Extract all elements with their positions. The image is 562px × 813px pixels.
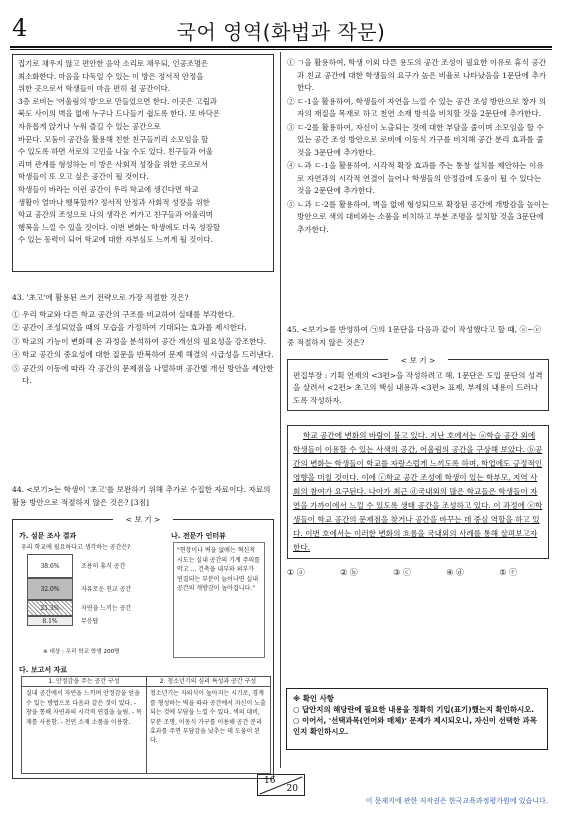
survey-title: 가. 설문 조사 결과 — [19, 532, 77, 540]
passage-line: 북도 사이의 벽을 없애 누구나 드나들기 쉽도록 한다. 또 바닥은 — [18, 109, 220, 119]
passage-line: 3층 로비는 '어울림의 방'으로 만들었으면 한다. 이곳은 고립과 — [18, 96, 217, 106]
survey-bar: 32.0% — [27, 578, 73, 600]
right-column — [287, 56, 549, 577]
report-col-2-title: 2. 청소년기의 심리 특성과 공간 구성 — [146, 677, 270, 687]
passage-line: 리며 관계를 형성하는 이 방은 사회적 성장을 위한 곳으로서 — [18, 159, 209, 169]
q45-passage — [287, 425, 549, 559]
boki-label: < 보 기 > — [113, 514, 173, 527]
interview-text: "현장이나 벽을 없애는 혁신적 시도는 실내 공간의 기계 주의를 막고 ... 건축을 내부와 외부가 연결되는 부분이 늘어나면 실내 공간의 개방감이 높아집니다." — [173, 542, 265, 658]
passage-line: 바꾼다. 모둠이 공간을 활용해 친한 친구들끼리 소모임을 할 — [18, 134, 209, 144]
report-table — [21, 676, 271, 774]
q44-option-2[interactable]: ② ㄷ-1을 활용하여, 학생들이 자연을 느낄 수 있는 공간 조성 방안으로 창가 의자의 재질을 목재로 하고 천연 소재 방석을 비치할 것을 2문단에 추가한다. — [287, 96, 547, 118]
boki-label: < 보 기 > — [388, 355, 448, 368]
left-column — [12, 54, 274, 745]
question-45-stem: 45. <보기>를 반영하여 ㉠의 1문단을 다음과 같이 작성했다고 할 때, ⓐ~ⓔ 중 적절하지 않은 것은? — [287, 325, 542, 347]
q44-boki-box — [12, 515, 274, 779]
header-rule-thin — [10, 49, 552, 50]
survey-label: 자유로운 친교 공간 — [81, 586, 132, 593]
passage-line: 학교 공간의 조성으로 나의 생각은 커가고 친구들과 어울리며 — [18, 210, 213, 220]
q45-choice-4[interactable]: ④ ⓓ — [446, 568, 464, 577]
survey-bar: 21.3% — [27, 600, 73, 616]
q43-option-5[interactable]: ⑤ 공간의 이동에 따라 각 공간의 문제점을 나열하며 공간별 개선 방안을 제안한다. — [12, 363, 274, 385]
notice-title: ※ 확인 사항 — [293, 694, 334, 703]
survey-chart — [27, 554, 157, 644]
q45-choices — [287, 567, 517, 580]
passage-line: 위한 곳으로서 학생들이 마음 편히 쉴 공간이다. — [18, 84, 171, 94]
survey-label: 무응답 — [81, 618, 99, 625]
report-col-1-text: 실내 공간에서 자연을 느끼며 안정감을 얻을 수 있는 방법으로 다음과 같은 것이 있다. - 창을 통해 자연과의 시각적 연결을 늘림. - 목재를 사용함. - 천연 소재 소품을 이용함. — [26, 690, 142, 726]
report-col-2-text: 청소년기는 자의식이 높아지는 시기로, 경계를 형성하는 벽을 따라 공간에서 자신이 노출되는 것에 부담을 느낄 수 있다. 색의 대비, 부분 조명, 이동식 가구를 이용해 공간 분리 효과를 주면 부담감을 낮추는 데 도움이 된다. — [150, 690, 266, 745]
page-number: 4 — [12, 14, 28, 42]
survey-label: 자연을 느끼는 공간 — [81, 605, 132, 612]
passage-line: 학생들이 또 오고 싶은 공간이 될 것이다. — [18, 172, 149, 182]
question-44-stem: 44. <보기>는 학생이 '초고'를 보완하기 위해 추가로 수집한 자료이다. 자료의 활용 방안으로 적절하지 않은 것은? [3점] — [12, 485, 271, 507]
report-col-2 — [146, 677, 270, 773]
q43-option-3[interactable]: ③ 학교의 기능이 변화해 온 과정을 분석하여 공간 개선의 필요성을 강조한다. — [12, 336, 267, 346]
q45-choice-3[interactable]: ③ ⓒ — [393, 568, 411, 577]
survey-note: ※ 대상 : 우리 학교 학생 200명 — [43, 649, 120, 655]
survey-bar: 8.1% — [27, 616, 73, 626]
column-divider — [280, 52, 281, 768]
passage-line: 행복을 느낄 수 있을 것이다. 이번 변화는 학생에도 더욱 성장할 — [18, 222, 220, 232]
passage-line: 수 있도록 하면 서로의 고민을 나눌 수도 있다. 친구들과 어울 — [18, 147, 213, 157]
report-title: 다. 보고서 자료 — [19, 666, 68, 674]
q44-options — [287, 57, 549, 236]
question-43 — [12, 292, 274, 388]
page-total: 20 — [286, 784, 298, 794]
q44-option-3[interactable]: ③ ㄷ-2를 활용하여, 자신이 노출되는 것에 대한 부담을 줄이며 소모임을 할 수 있는 공간 조성 방안으로 로비에 이동식 가구를 비치해 공간 분리 효과를 줄 것을 3문단에 추가한다. — [287, 122, 544, 157]
q43-option-1[interactable]: ① 우리 학교와 다른 학교 공간의 구조를 비교하여 실태를 부각한다. — [12, 309, 235, 319]
passage-line: 학생들이 바라는 이런 공간이 우리 학교에 생긴다면 학교 — [18, 184, 199, 194]
passage-box — [12, 54, 274, 272]
q44-option-1[interactable]: ① ㄱ을 활용하여, 학생 이외 다른 용도의 공간 조성이 필요한 이유로 휴식 공간과 친교 공간에 대한 학생들의 요구가 높은 비율로 나타났음을 1문단에 추가한다. — [287, 58, 547, 92]
q44-option-4[interactable]: ④ ㄴ과 ㄷ-1을 활용하여, 시각적 확장 효과를 주는 통창 설치를 제안하는 이유로 자연과의 시각적 연결이 늘어나 학생들의 안정감에 도움이 될 수 있다는 것을 2문단에 추가한다. — [287, 161, 544, 195]
notice-box — [286, 688, 548, 750]
passage-line: 자유롭게 앉거나 누워 즐길 수 있는 공간으로 — [18, 121, 161, 131]
survey-label: 조용히 휴식 공간 — [81, 563, 126, 570]
report-col-1-title: 1. 안정감을 주는 공간 구성 — [22, 677, 146, 687]
q45-choice-1[interactable]: ① ⓐ — [287, 568, 305, 577]
page-header — [0, 0, 562, 48]
q45-boki-text: 편집부장 : 기획 연재의 <3편>을 작성하려고 해. 1문단은 도입 문단의 성격을 살려서 <2편> 초고의 핵심 내용과 <3편> 표제, 부제의 내용이 드러나도록 작성하자. — [293, 370, 543, 405]
passage-line: 생활이 얼마나 행복할까? 정서적 안정과 사회적 성장을 위한 — [18, 197, 210, 207]
notice-line-2: ○ 이어서, '선택과목(언어와 매체)' 문제가 제시되오니, 자신이 선택한 과목인지 확인하시오. — [293, 716, 537, 736]
q45-choice-2[interactable]: ② ⓑ — [340, 568, 358, 577]
q44-option-5[interactable]: ⑤ ㄴ과 ㄷ-2를 활용하여, 벽을 없애 형성되므로 확장된 공간에 개방감을 높이는 방안으로 색의 대비와는 소품을 비치하고 부분 조명을 설치할 것을 3문단에 추가한다. — [287, 199, 549, 234]
question-44 — [12, 484, 274, 779]
report-col-1 — [22, 677, 147, 773]
q43-option-2[interactable]: ② 공간이 조성되었을 때의 모습을 가정하여 기대되는 효과를 제시한다. — [12, 323, 247, 332]
survey-question: 우리 학교에 필요하다고 생각하는 공간은? — [21, 544, 131, 551]
q43-option-4[interactable]: ④ 학교 공간의 중요성에 대한 질문을 반복하여 문제 해결의 시급성을 드러낸다. — [12, 350, 274, 359]
passage-line: 집기로 채우지 않고 편안한 음악 소리로 채우되, 인공조명은 — [18, 59, 209, 68]
notice-line-1: ○ 답안지의 해당란에 필요한 내용을 정확히 기입(표기)했는지 확인하시오. — [293, 705, 535, 714]
page-title: 국어 영역(화법과 작문) — [176, 20, 386, 44]
survey-bar: 38.6% — [27, 554, 73, 578]
q45-choice-5[interactable]: ⑤ ⓔ — [499, 568, 517, 577]
q45-boki-box — [287, 356, 549, 411]
page-counter — [257, 774, 305, 796]
q45-passage-text: 학교 공간에 변화의 바람이 불고 있다. 지난 호에서는 ⓐ학습 공간 외에 학생들이 이용할 수 있는 사색의 공간, 어울림의 공간을 구상해 보았다. ⓑ공간의 변화는 학생들이 학교를 자랑스럽게 느끼도록 하며, 학업에도 긍정적인 영향을 미칠 것이다. 이에 ⓒ학교 공간 조성에 학생이 있는 학부모, 지역 사회의 참여가 요구된다. 나아가 최근 ⓓ국내외의 많은 학교들은 학생들이 자연을 가까이에서 느낄 수 있도록 생태 공간을 조성하고 있다. 이 과정에 ⓔ학생들이 학교 공간의 문제점을 찾거나 공간을 바꾸는 데 중심 역할을 하고 있다. 이번 호에서는 이러한 변화의 흐름을 국내외의 사례를 통해 살펴보고자 한다. — [293, 431, 543, 552]
copyright-notice: 이 문제지에 관한 저작권은 한국교육과정평가원에 있습니다. — [365, 797, 548, 805]
page-current: 16 — [264, 776, 276, 786]
question-43-stem: 43. '초고'에 활용된 쓰기 전략으로 가장 적절한 것은? — [12, 293, 189, 302]
header-rule — [10, 46, 552, 48]
interview-title: 나. 전문가 인터뷰 — [171, 532, 226, 540]
passage-line: 최소화한다. 마음을 다독일 수 있는 이 방은 정서적 안정을 — [18, 71, 204, 81]
question-45 — [287, 324, 549, 580]
passage-line: 수 있는 동력이 되어 학교에 대한 자부심도 느끼게 될 것이다. — [18, 235, 213, 245]
